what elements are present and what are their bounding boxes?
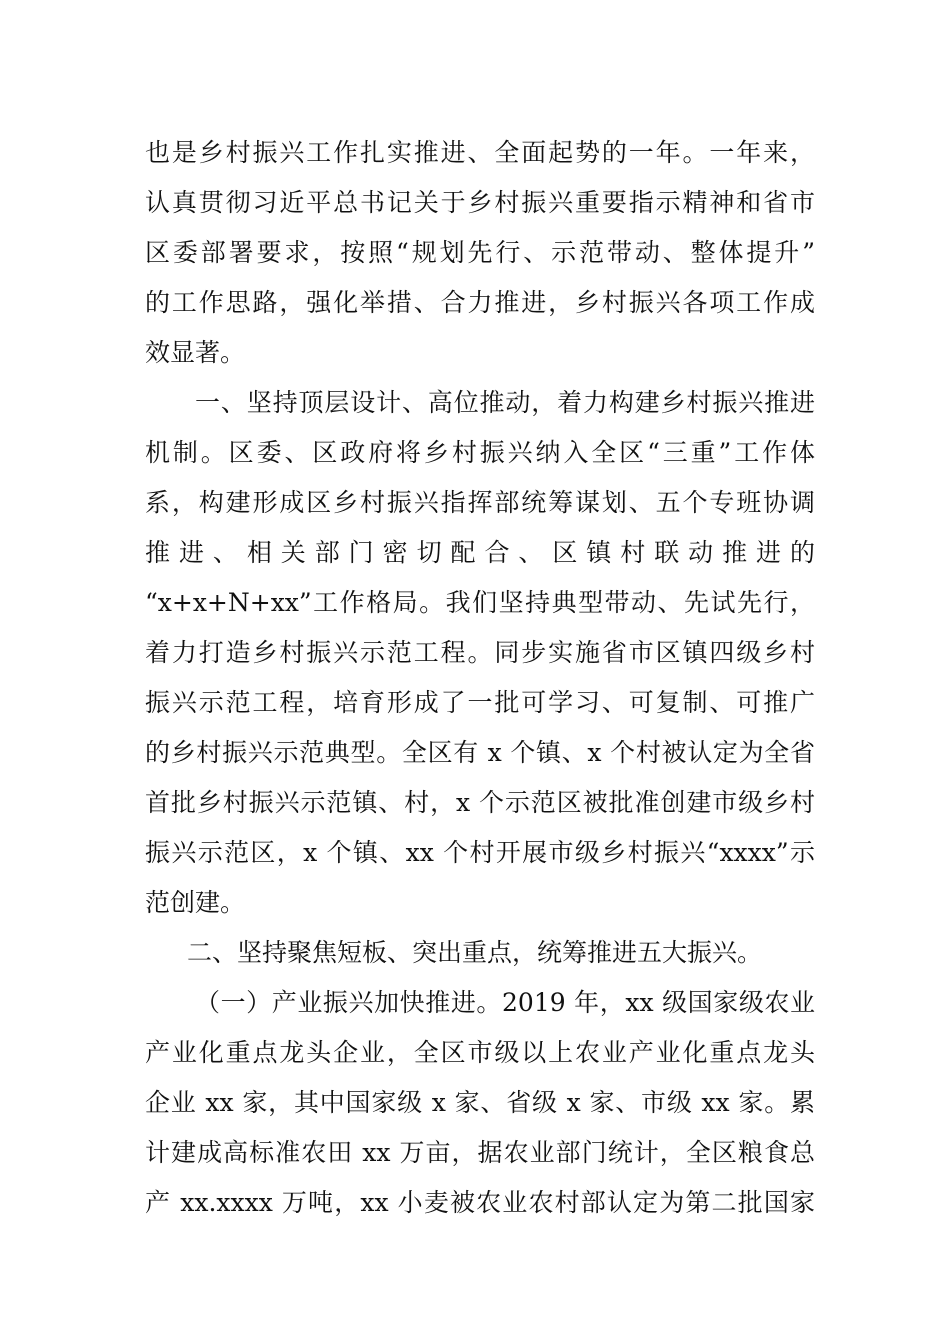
text-line: 计建成高标准农田 xx 万亩，据农业部门统计，全区粮食总	[145, 1138, 815, 1167]
text-line: 区委部署要求，按照“规划先行、示范带动、整体提升”	[145, 238, 815, 267]
text-line: 机制。区委、区政府将乡村振兴纳入全区“三重”工作体	[145, 438, 815, 467]
section-heading-2: 二、坚持聚焦短板、突出重点，统筹推进五大振兴。	[187, 938, 763, 967]
text-line: 产 xx.xxxx 万吨，xx 小麦被农业农村部认定为第二批国家	[145, 1188, 815, 1217]
text-line: “x+x+N+xx”工作格局。我们坚持典型带动、先试先行，	[145, 588, 815, 617]
section-heading-1: 一、坚持顶层设计、高位推动，着力构建乡村振兴推进	[195, 388, 815, 417]
text-line: 认真贯彻习近平总书记关于乡村振兴重要指示精神和省市	[145, 188, 815, 217]
text-line: 企业 xx 家，其中国家级 x 家、省级 x 家、市级 xx 家。累	[145, 1088, 815, 1117]
text-line: 的乡村振兴示范典型。全区有 x 个镇、x 个村被认定为全省	[145, 738, 815, 767]
text-line: 产业化重点龙头企业，全区市级以上农业产业化重点龙头	[145, 1038, 815, 1067]
text-line: 推 进 、 相 关 部 门 密 切 配 合 、 区 镇 村 联 动 推 进 的	[145, 538, 815, 567]
text-line: 着力打造乡村振兴示范工程。同步实施省市区镇四级乡村	[145, 638, 815, 667]
text-line: 振兴示范区，x 个镇、xx 个村开展市级乡村振兴“xxxx”示	[145, 838, 815, 867]
text-line: 的工作思路，强化举措、合力推进，乡村振兴各项工作成	[145, 288, 815, 317]
text-line: 振兴示范工程，培育形成了一批可学习、可复制、可推广	[145, 688, 815, 717]
text-line: 效显著。	[145, 338, 246, 367]
text-line: 系，构建形成区乡村振兴指挥部统筹谋划、五个专班协调	[145, 488, 815, 517]
document-body	[145, 128, 815, 1228]
subsection-heading: （一）产业振兴加快推进。2019 年，xx 级国家级农业	[195, 988, 815, 1017]
text-line: 范创建。	[145, 888, 246, 917]
text-line: 也是乡村振兴工作扎实推进、全面起势的一年。一年来，	[145, 138, 815, 167]
text-line: 首批乡村振兴示范镇、村，x 个示范区被批准创建市级乡村	[145, 788, 815, 817]
